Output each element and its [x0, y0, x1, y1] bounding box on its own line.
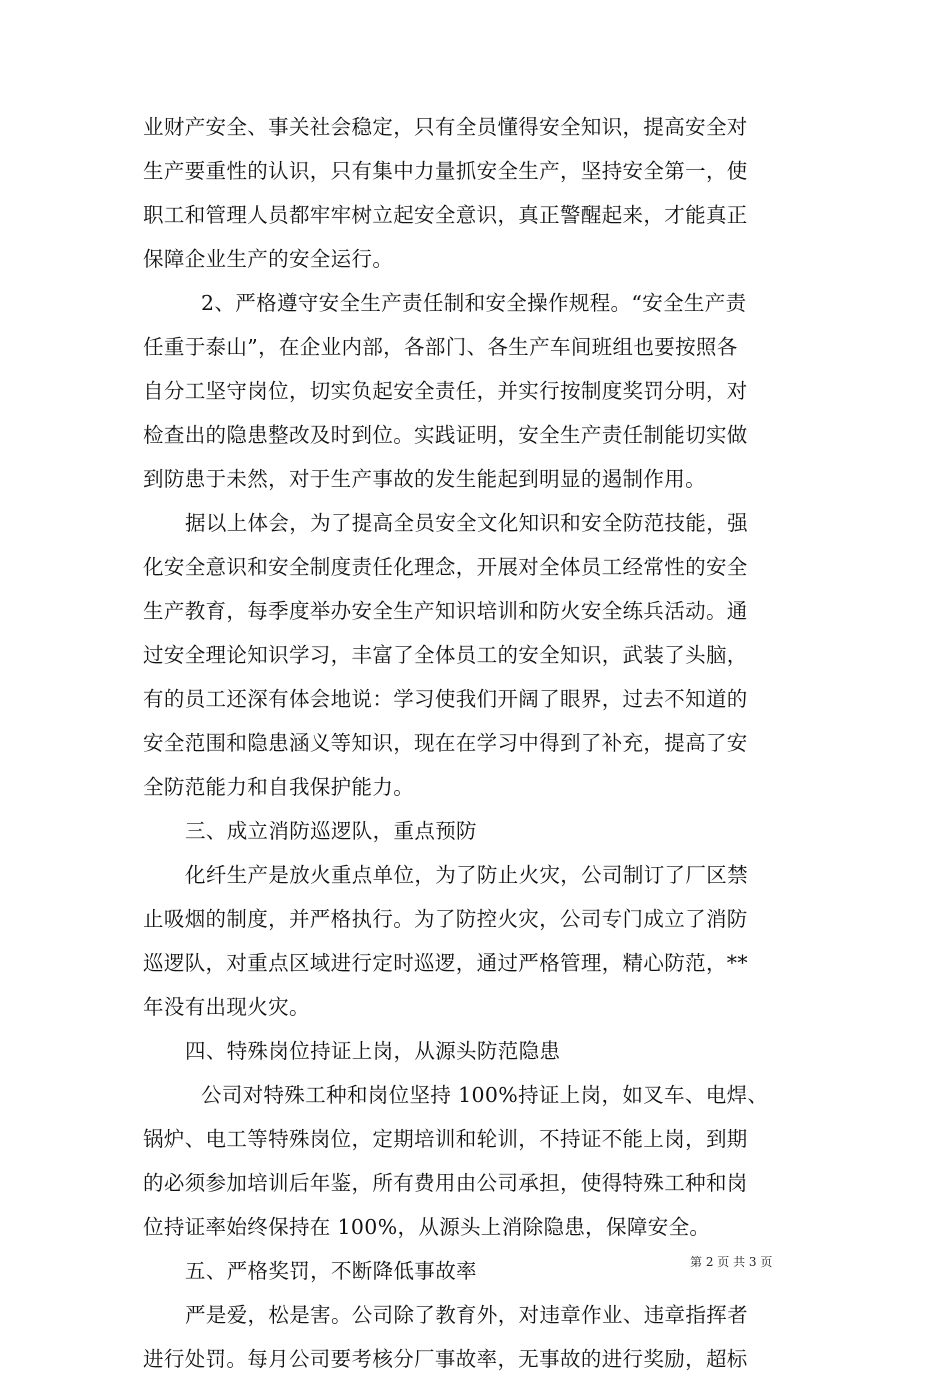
text-line: 进行处罚。每月公司要考核分厂事故率，无事故的进行奖励，超标 [143, 1347, 748, 1371]
text-line: 生产要重性的认识，只有集中力量抓安全生产，坚持安全第一，使 [143, 159, 748, 183]
text-line: 巡逻队，对重点区域进行定时巡逻，通过严格管理，精心防范，** [143, 951, 748, 975]
text-line: 有的员工还深有体会地说：学习使我们开阔了眼界，过去不知道的 [143, 687, 748, 711]
text-line: 锅炉、电工等特殊岗位，定期培训和轮训，不持证不能上岗，到期 [143, 1127, 748, 1151]
section-heading: 三、成立消防巡逻队，重点预防 [185, 819, 477, 843]
paragraph-start-line: 2、严格遵守安全生产责任制和安全操作规程。“安全生产责 [201, 291, 747, 315]
text-line: 保障企业生产的安全运行。 [143, 247, 394, 271]
section-heading: 五、严格奖罚，不断降低事故率 [185, 1259, 477, 1283]
paragraph-start-line: 公司对特殊工种和岗位坚持 100%持证上岗，如叉车、电焊、 [201, 1083, 769, 1107]
paragraph-start-line: 化纤生产是放火重点单位，为了防止火灾，公司制订了厂区禁 [185, 863, 748, 887]
text-line: 过安全理论知识学习，丰富了全体员工的安全知识，武装了头脑， [143, 643, 748, 667]
paragraph-start-line: 据以上体会，为了提高全员安全文化知识和安全防范技能，强 [185, 511, 748, 535]
section-heading: 四、特殊岗位持证上岗，从源头防范隐患 [185, 1039, 561, 1063]
text-line: 全防范能力和自我保护能力。 [143, 775, 415, 799]
page-number-footer: 第 2 页 共 3 页 [690, 1255, 773, 1269]
text-line: 安全范围和隐患涵义等知识，现在在学习中得到了补充，提高了安 [143, 731, 748, 755]
text-line: 化安全意识和安全制度责任化理念，开展对全体员工经常性的安全 [143, 555, 748, 579]
text-line: 止吸烟的制度，并严格执行。为了防控火灾，公司专门成立了消防 [143, 907, 748, 931]
paragraph-start-line: 严是爱，松是害。公司除了教育外，对违章作业、违章指挥者 [185, 1303, 748, 1327]
text-line: 任重于泰山”，在企业内部，各部门、各生产车间班组也要按照各 [143, 335, 738, 359]
text-line: 业财产安全、事关社会稳定，只有全员懂得安全知识，提高安全对 [143, 115, 748, 139]
text-line: 自分工坚守岗位，切实负起安全责任，并实行按制度奖罚分明，对 [143, 379, 748, 403]
text-line: 的必须参加培训后年鉴，所有费用由公司承担，使得特殊工种和岗 [143, 1171, 748, 1195]
text-line: 职工和管理人员都牢牢树立起安全意识，真正警醒起来，才能真正 [143, 203, 748, 227]
text-line: 年没有出现火灾。 [143, 995, 310, 1019]
text-line: 生产教育，每季度举办安全生产知识培训和防火安全练兵活动。通 [143, 599, 748, 623]
text-line: 检查出的隐患整改及时到位。实践证明，安全生产责任制能切实做 [143, 423, 748, 447]
document-body [143, 105, 811, 1381]
text-line: 到防患于未然，对于生产事故的发生能起到明显的遏制作用。 [143, 467, 706, 491]
text-line: 位持证率始终保持在 100%，从源头上消除隐患，保障安全。 [143, 1215, 711, 1239]
